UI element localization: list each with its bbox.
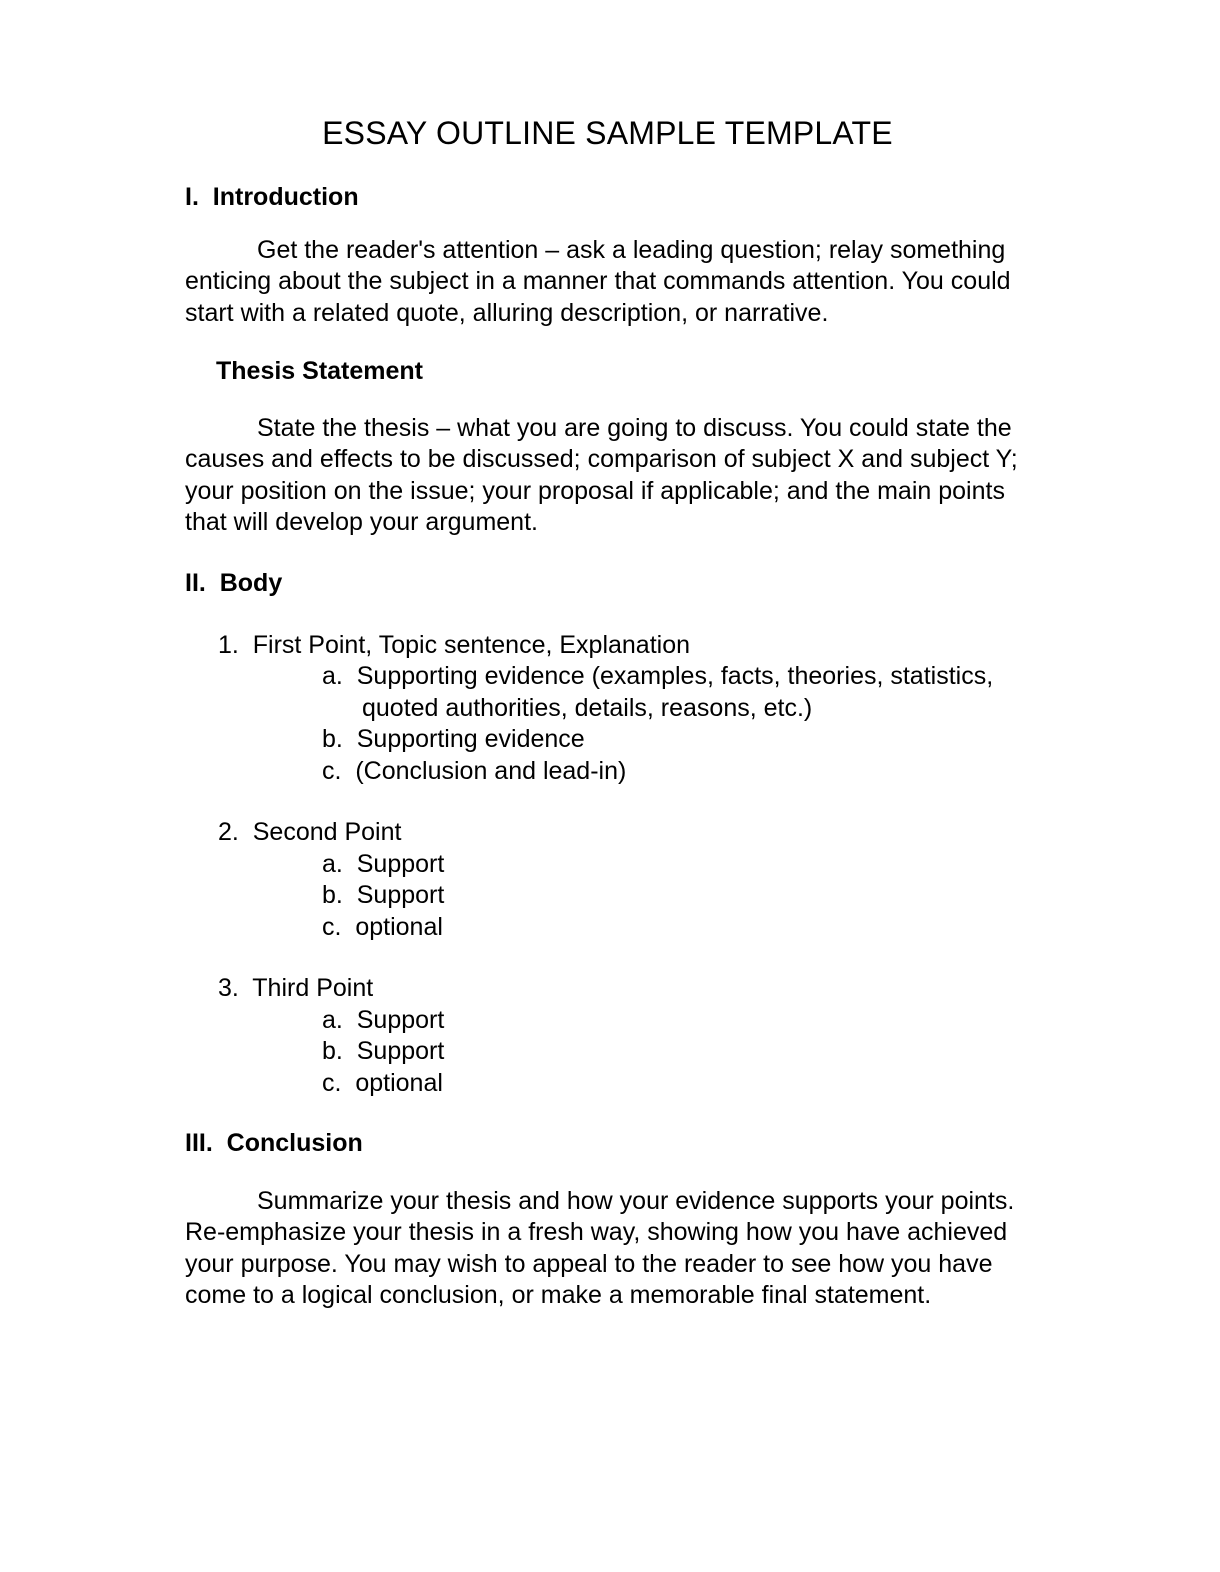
body-point-label: 1. First Point, Topic sentence, Explanation bbox=[218, 630, 691, 659]
paragraph-thesis-statement: State the thesis – what you are going to discuss. You could state the causes and effects to be discussed; comparison of subject X and subject Y; your position on the issue; your proposal if applicable; and the main points that will develop your argument. bbox=[185, 413, 1018, 537]
body-point-label: 3. Third Point bbox=[218, 974, 374, 1003]
body-sub-item: a. Supporting evidence (examples, facts, theories, statistics, quoted authorities, details, reasons, etc.) bbox=[322, 662, 1001, 722]
heading-conclusion: III. Conclusion bbox=[185, 1129, 363, 1158]
body-sub-item: a. Support bbox=[322, 849, 445, 878]
heading-thesis-statement: Thesis Statement bbox=[216, 357, 424, 386]
body-sub-item: c. (Conclusion and lead-in) bbox=[322, 756, 627, 785]
list-item bbox=[185, 817, 1030, 943]
spacer bbox=[185, 1158, 1030, 1186]
document-body bbox=[185, 0, 1030, 1312]
paragraph-conclusion: Summarize your thesis and how your evidence supports your points. Re-emphasize your thesis in a fresh way, showing how you have achieved your purpose. You may wish to appeal to the reader to see how you have come to a logical conclusion, or make a memorable final statement. bbox=[185, 1186, 1015, 1310]
body-sub-item: b. Support bbox=[322, 1037, 445, 1066]
spacer bbox=[185, 943, 1030, 973]
body-sub-item: c. optional bbox=[322, 1068, 443, 1097]
body-sub-list bbox=[185, 1005, 1030, 1100]
heading-introduction: I. Introduction bbox=[185, 182, 359, 211]
spacer bbox=[185, 1099, 1030, 1129]
body-sub-list bbox=[185, 849, 1030, 944]
body-point-label: 2. Second Point bbox=[218, 818, 402, 847]
body-sub-list bbox=[185, 661, 1030, 787]
spacer bbox=[185, 787, 1030, 817]
body-sub-item: a. Support bbox=[322, 1005, 445, 1034]
spacer bbox=[185, 152, 1030, 183]
list-item bbox=[185, 973, 1030, 1099]
heading-body: II. Body bbox=[185, 568, 283, 597]
body-sub-item: b. Support bbox=[322, 881, 445, 910]
spacer bbox=[185, 598, 1030, 630]
page-title: ESSAY OUTLINE SAMPLE TEMPLATE bbox=[322, 115, 893, 151]
spacer bbox=[185, 329, 1030, 357]
spacer bbox=[185, 386, 1030, 413]
body-sub-item: c. optional bbox=[322, 912, 443, 941]
paragraph-introduction: Get the reader's attention – ask a leading question; relay something enticing about the subject in a manner that commands attention. You could start with a related quote, alluring description, or narrative. bbox=[185, 235, 1011, 327]
spacer bbox=[185, 539, 1030, 569]
body-points-list bbox=[185, 630, 1030, 1100]
spacer bbox=[185, 212, 1030, 235]
body-sub-item: b. Supporting evidence bbox=[322, 725, 585, 754]
list-item bbox=[185, 630, 1030, 788]
